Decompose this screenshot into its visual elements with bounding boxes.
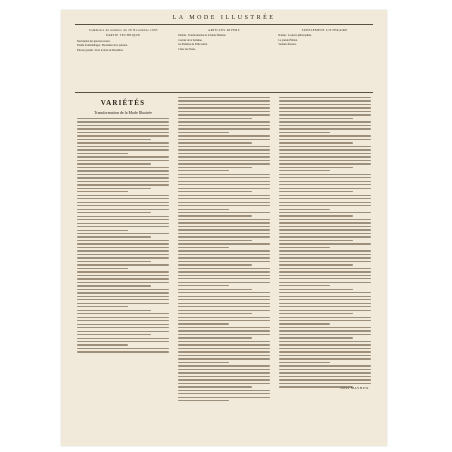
- text-line: [77, 331, 169, 332]
- text-line: [178, 292, 270, 293]
- text-line: [279, 233, 371, 234]
- text-line: [178, 341, 270, 342]
- text-line: [279, 205, 371, 206]
- text-line: [77, 181, 169, 182]
- text-line: [77, 174, 169, 175]
- text-line: [279, 250, 371, 251]
- text-line: [178, 209, 229, 210]
- text-line: [178, 160, 270, 161]
- summary-item: Variétés : Transformation de la Mode Illustrée.: [177, 34, 227, 38]
- text-line: [77, 268, 128, 269]
- text-line: [279, 362, 330, 363]
- text-line: [178, 222, 270, 223]
- text-line: [279, 177, 371, 178]
- text-line: [77, 299, 169, 300]
- section-title: VARIÉTÉS: [100, 99, 146, 107]
- text-line: [279, 275, 371, 276]
- text-line: [279, 146, 371, 147]
- text-line: [279, 174, 371, 175]
- text-line: [178, 215, 252, 216]
- text-line: [279, 202, 371, 203]
- masthead-title: LA MODE ILLUSTRÉE: [172, 15, 276, 21]
- text-line: [279, 226, 371, 227]
- text-line: [77, 125, 169, 126]
- text-line: [178, 247, 229, 248]
- text-line: [279, 104, 371, 105]
- text-line: [77, 351, 169, 352]
- text-line: [279, 351, 371, 352]
- text-line: [279, 153, 371, 154]
- text-line: [77, 142, 169, 143]
- text-line: [77, 236, 151, 237]
- article-columns: [77, 94, 371, 430]
- text-line: [77, 278, 169, 279]
- text-line: [77, 219, 169, 220]
- summary-item: Roman : La pierre philosophale.: [278, 34, 312, 38]
- text-line: [178, 149, 270, 150]
- summary-block: [77, 29, 371, 91]
- text-line: [77, 153, 128, 154]
- text-line: [279, 264, 353, 265]
- text-line: [178, 275, 270, 276]
- text-line: [178, 195, 270, 196]
- text-line: [279, 285, 330, 286]
- text-line: [178, 261, 270, 262]
- text-line: [77, 324, 169, 325]
- text-line: [279, 303, 371, 304]
- text-line: [279, 372, 371, 373]
- text-line: [178, 365, 270, 366]
- text-line: [178, 202, 270, 203]
- text-line: [279, 341, 371, 342]
- text-line: [77, 226, 169, 227]
- text-line: [178, 376, 270, 377]
- text-line: [279, 327, 371, 328]
- article-text: [77, 118, 169, 353]
- text-line: [279, 320, 371, 321]
- summary-heading: PARTIE TECHNIQUE: [106, 33, 141, 38]
- text-line: [178, 257, 270, 258]
- text-line: [77, 233, 169, 234]
- text-line: [178, 254, 270, 255]
- text-line: [279, 222, 371, 223]
- text-line: [77, 285, 151, 286]
- text-line: [77, 128, 169, 129]
- text-line: [77, 146, 169, 147]
- text-line: [178, 205, 270, 206]
- text-line: [178, 397, 270, 398]
- text-line: [178, 334, 270, 335]
- text-line: [178, 330, 270, 331]
- text-line: [77, 135, 169, 136]
- text-line: [279, 212, 371, 213]
- text-line: [77, 344, 128, 345]
- text-line: [77, 216, 169, 217]
- text-line: [279, 278, 371, 279]
- text-line: [178, 236, 270, 237]
- text-line: [178, 198, 270, 199]
- text-line: [279, 289, 353, 290]
- summary-heading: SUPPLÉMENT LITTÉRAIRE: [301, 29, 348, 32]
- text-line: [77, 149, 169, 150]
- text-line: [77, 170, 169, 171]
- summary-column-articles: [178, 29, 271, 91]
- text-line: [178, 188, 270, 189]
- text-line: [279, 379, 371, 380]
- text-line: [178, 313, 252, 314]
- text-line: [279, 240, 353, 241]
- text-line: [77, 261, 151, 262]
- text-line: [279, 160, 371, 161]
- text-line: [279, 195, 371, 196]
- text-line: [279, 215, 353, 216]
- text-line: [178, 181, 270, 182]
- text-line: [178, 114, 270, 115]
- text-line: [77, 160, 169, 161]
- text-line: [178, 400, 229, 401]
- summary-date: Sommaire du numéro du 26 Novembre 1905: [88, 29, 158, 32]
- text-line: [77, 212, 151, 213]
- summary-heading: ARTICLES DIVERS: [208, 29, 240, 32]
- article-column-left: [77, 94, 169, 430]
- text-line: [178, 299, 270, 300]
- text-line: [77, 202, 169, 203]
- text-line: [279, 313, 353, 314]
- text-line: [178, 264, 252, 265]
- text-line: [178, 323, 229, 324]
- text-line: [178, 135, 270, 136]
- text-line: [178, 296, 270, 297]
- text-line: [77, 254, 169, 255]
- text-line: [279, 118, 353, 119]
- summary-item: Les Femmes du XIXe siècle.: [177, 43, 208, 47]
- summary-rule: [75, 92, 373, 93]
- text-line: [279, 229, 371, 230]
- text-line: [178, 306, 270, 307]
- text-line: [77, 310, 151, 311]
- text-line: [279, 167, 353, 168]
- text-line: [279, 257, 371, 258]
- text-line: [178, 278, 270, 279]
- text-line: [178, 153, 270, 154]
- text-line: [77, 264, 169, 265]
- text-line: [279, 317, 371, 318]
- text-line: [178, 170, 229, 171]
- text-line: [77, 313, 169, 314]
- text-line: [178, 219, 270, 220]
- text-line: [77, 327, 169, 328]
- text-line: [178, 174, 270, 175]
- text-line: [279, 198, 371, 199]
- text-line: [77, 317, 169, 318]
- text-line: [279, 310, 371, 311]
- text-line: [178, 243, 270, 244]
- text-line: [178, 285, 229, 286]
- text-line: [178, 250, 270, 251]
- text-line: [77, 132, 169, 133]
- text-line: [77, 247, 169, 248]
- text-line: [279, 337, 353, 338]
- text-line: [178, 358, 270, 359]
- text-line: [279, 306, 371, 307]
- text-line: [77, 156, 169, 157]
- text-line: [279, 344, 371, 345]
- text-line: [77, 139, 151, 140]
- text-line: [77, 341, 169, 342]
- text-line: [178, 372, 270, 373]
- text-line: [178, 344, 270, 345]
- text-line: [279, 247, 330, 248]
- text-line: [178, 146, 270, 147]
- text-line: [279, 292, 371, 293]
- text-line: [279, 376, 371, 377]
- text-line: [77, 271, 169, 272]
- text-line: [77, 209, 169, 210]
- text-line: [178, 379, 270, 380]
- text-line: [77, 289, 169, 290]
- text-line: [178, 233, 270, 234]
- text-line: [77, 275, 169, 276]
- text-line: [279, 365, 371, 366]
- text-line: [178, 310, 270, 311]
- text-line: [178, 104, 270, 105]
- text-line: [279, 383, 371, 384]
- article-text: [279, 97, 371, 388]
- text-line: [178, 390, 270, 391]
- text-line: [279, 184, 371, 185]
- text-line: [279, 149, 371, 150]
- text-line: [279, 107, 371, 108]
- text-line: [279, 209, 330, 210]
- text-line: [178, 393, 270, 394]
- text-line: [178, 383, 270, 384]
- text-line: [279, 355, 371, 356]
- text-line: [279, 132, 330, 133]
- text-line: [178, 369, 270, 370]
- text-line: [279, 296, 371, 297]
- text-line: [279, 254, 371, 255]
- text-line: [178, 121, 270, 122]
- text-line: [279, 135, 371, 136]
- text-line: [178, 226, 270, 227]
- text-line: [178, 212, 270, 213]
- text-line: [77, 320, 169, 321]
- text-line: [178, 327, 270, 328]
- text-line: [279, 299, 371, 300]
- text-line: [279, 191, 353, 192]
- article-text: [178, 97, 270, 401]
- text-line: [77, 198, 169, 199]
- article-subtitle: Transformation de la Mode Illustrée: [94, 110, 152, 115]
- text-line: [279, 128, 371, 129]
- text-line: [279, 139, 371, 140]
- text-line: [279, 163, 371, 164]
- text-line: [178, 184, 270, 185]
- text-line: [178, 303, 270, 304]
- text-line: [279, 219, 371, 220]
- text-line: [178, 163, 270, 164]
- text-line: [77, 282, 169, 283]
- text-line: [279, 348, 371, 349]
- text-line: [178, 128, 270, 129]
- text-line: [279, 188, 371, 189]
- text-line: [279, 268, 371, 269]
- text-line: [279, 261, 371, 262]
- summary-column-technique: [77, 29, 170, 91]
- text-line: [178, 271, 270, 272]
- text-line: [279, 111, 371, 112]
- text-line: [178, 142, 252, 143]
- text-line: [279, 100, 371, 101]
- text-line: [178, 107, 270, 108]
- text-line: [178, 289, 252, 290]
- text-line: [178, 320, 270, 321]
- text-line: [77, 257, 169, 258]
- text-line: [178, 229, 270, 230]
- summary-item: L'Aire des Notes.: [177, 47, 196, 51]
- summary-item: Patrons gratuits : Pour le mois de Décembre.: [77, 48, 124, 52]
- article-column-middle: [178, 94, 270, 430]
- text-line: [279, 114, 371, 115]
- text-line: [178, 282, 270, 283]
- summary-item: Variétés diverses.: [278, 43, 297, 47]
- text-line: [178, 191, 252, 192]
- text-line: [178, 268, 270, 269]
- text-line: [178, 348, 270, 349]
- text-line: [77, 303, 169, 304]
- text-line: [178, 118, 252, 119]
- text-line: [279, 334, 371, 335]
- text-line: [77, 230, 128, 231]
- text-line: [279, 369, 371, 370]
- text-line: [77, 177, 169, 178]
- article-column-right: [279, 94, 371, 430]
- text-line: [178, 177, 270, 178]
- summary-column-supplement: [278, 29, 371, 91]
- text-line: [279, 97, 371, 98]
- text-line: [279, 121, 371, 122]
- text-line: [279, 243, 371, 244]
- magazine-page: [61, 10, 387, 446]
- text-line: [77, 250, 169, 251]
- masthead-rule: [75, 24, 373, 25]
- text-line: [77, 205, 169, 206]
- text-line: [77, 292, 169, 293]
- text-line: [77, 306, 128, 307]
- text-line: [77, 184, 169, 185]
- text-line: [178, 156, 270, 157]
- text-line: [178, 337, 252, 338]
- text-line: [279, 125, 371, 126]
- text-line: [279, 358, 371, 359]
- text-line: [77, 191, 128, 192]
- summary-item: Feuille d'enfantillages : Placement de la pension.: [77, 44, 128, 48]
- summary-item: Courrier de la Semaine.: [177, 38, 203, 42]
- text-line: [178, 240, 252, 241]
- text-line: [279, 282, 371, 283]
- text-line: [178, 100, 270, 101]
- text-line: [77, 167, 169, 168]
- text-line: [178, 111, 270, 112]
- text-line: [178, 386, 252, 387]
- summary-item: Description des gravures noires.: [77, 39, 111, 43]
- text-line: [77, 296, 169, 297]
- text-line: [77, 188, 151, 189]
- text-line: [178, 139, 270, 140]
- text-line: [178, 125, 270, 126]
- text-line: [178, 97, 270, 98]
- text-line: [77, 243, 169, 244]
- text-line: [279, 236, 371, 237]
- text-line: [77, 338, 169, 339]
- article-signature: Jules MAYHEW: [340, 386, 369, 390]
- text-line: [77, 223, 169, 224]
- text-line: [178, 132, 229, 133]
- text-line: [178, 362, 229, 363]
- text-line: [77, 334, 151, 335]
- text-line: [279, 156, 371, 157]
- text-line: [77, 118, 169, 119]
- text-line: [178, 167, 252, 168]
- text-line: [178, 351, 270, 352]
- text-line: [77, 121, 169, 122]
- text-line: [279, 271, 371, 272]
- text-line: [279, 323, 330, 324]
- text-line: [77, 240, 169, 241]
- text-line: [279, 330, 371, 331]
- text-line: [279, 181, 371, 182]
- text-line: [77, 348, 169, 349]
- text-line: [178, 317, 270, 318]
- text-line: [77, 195, 169, 196]
- text-line: [279, 142, 353, 143]
- text-line: [77, 163, 151, 164]
- summary-item: La grande Édition.: [278, 38, 298, 42]
- text-line: [279, 170, 330, 171]
- text-line: [178, 355, 270, 356]
